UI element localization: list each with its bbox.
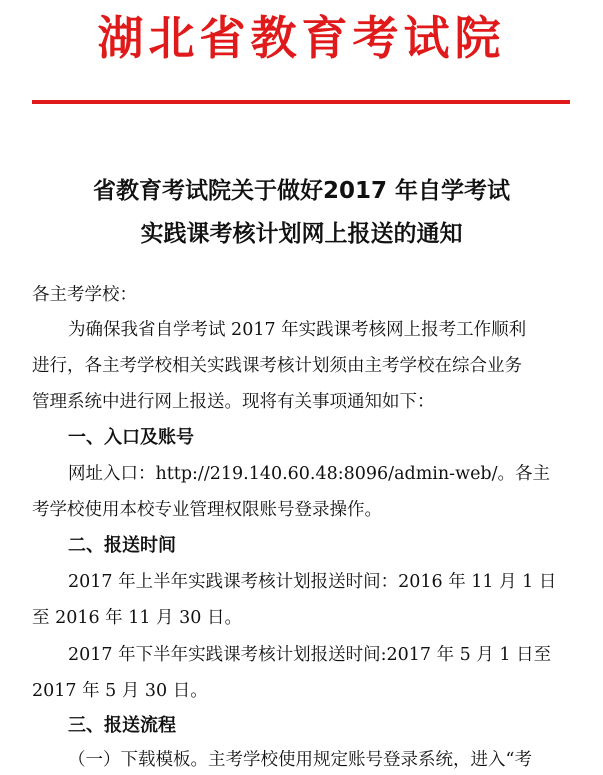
section1-line-2: 考学校使用本校专业管理权限账号登录操作。 (32, 500, 382, 520)
section-heading-entry-account: 一、入口及账号 (68, 427, 194, 448)
section2-p1-line-2: 至 2016 年 11 月 30 日。 (32, 608, 242, 628)
section2-p2-line-1: 2017 年下半年实践课考核计划报送时间:2017 年 5 月 1 日至 (68, 645, 552, 665)
section-heading-submission-time: 二、报送时间 (68, 535, 176, 556)
section2-p1-line-1: 2017 年上半年实践课考核计划报送时间：2016 年 11 月 1 日 (68, 572, 557, 592)
document-title-line-1: 省教育考试院关于做好2017 年自学考试 (92, 178, 511, 204)
salutation: 各主考学校： (32, 285, 137, 305)
intro-line-2: 进行，各主考学校相关实践课考核计划须由主考学校在综合业务 (32, 356, 522, 376)
document-title-line-2: 实践课考核计划网上报送的通知 (140, 221, 463, 247)
header-divider (32, 100, 570, 104)
intro-line-3: 管理系统中进行网上报送。现将有关事项通知如下： (32, 392, 435, 412)
organization-header: 湖北省教育考试院 (97, 11, 506, 65)
section1-line-1: 网址入口：http://219.140.60.48:8096/admin-web/。各主 (68, 464, 551, 484)
section-heading-submission-process: 三、报送流程 (68, 715, 176, 736)
intro-line-1: 为确保我省自学考试 2017 年实践课考核网上报考工作顺利 (68, 320, 527, 340)
section3-line-1: （一）下载模板。主考学校使用规定账号登录系统，进入“考 (68, 750, 532, 770)
section2-p2-line-2: 2017 年 5 月 30 日。 (32, 681, 208, 701)
